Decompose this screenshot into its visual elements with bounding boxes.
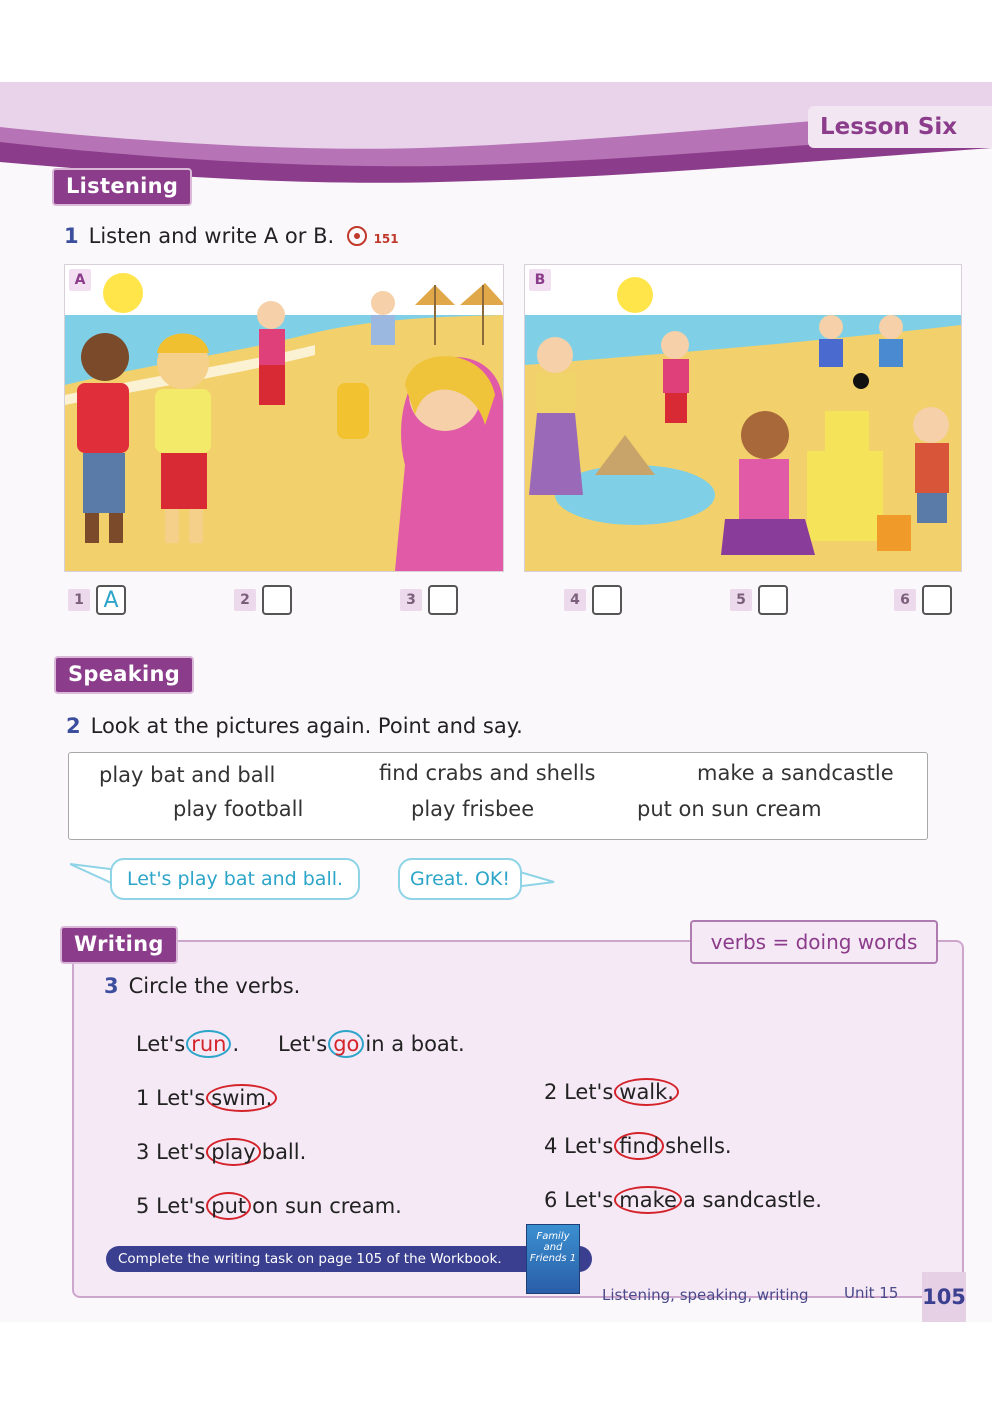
picture-b	[524, 264, 962, 572]
answer-box[interactable]	[262, 585, 292, 615]
answer-item: 5	[730, 585, 788, 615]
exercise-1-instruction: 1 Listen and write A or B. 151	[64, 224, 399, 248]
beach-scene-a-illustration	[65, 265, 503, 571]
beach-scene-b-illustration	[525, 265, 961, 571]
footer-unit: Unit 15	[844, 1284, 899, 1302]
speaking-tab: Speaking	[54, 656, 194, 694]
phrase: make a sandcastle	[697, 761, 894, 785]
answer-box[interactable]	[592, 585, 622, 615]
circled-verb[interactable]: find	[614, 1132, 664, 1160]
exercise-3-instruction: 3 Circle the verbs.	[104, 974, 301, 998]
circled-verb[interactable]: walk.	[614, 1078, 679, 1106]
listening-tab: Listening	[52, 168, 192, 206]
phrase: play frisbee	[411, 797, 535, 821]
circled-verb[interactable]: swim.	[206, 1084, 277, 1112]
answer-box[interactable]	[758, 585, 788, 615]
picture-a-label: A	[69, 269, 91, 291]
circled-verb[interactable]: go	[328, 1030, 364, 1058]
writing-tab: Writing	[60, 926, 178, 964]
sentence-item: 4 Let's find shells.	[544, 1134, 732, 1158]
workbook-note: Complete the writing task on page 105 of the Workbook.	[106, 1246, 592, 1272]
phrase: play football	[173, 797, 304, 821]
speech-bubble-left: Let's play bat and ball.	[110, 858, 360, 900]
sentence-item: 1 Let's swim.	[136, 1084, 278, 1112]
circled-verb[interactable]: run	[186, 1030, 231, 1058]
answer-item: 3	[400, 585, 458, 615]
textbook-page	[0, 82, 992, 1322]
circled-verb[interactable]: put	[206, 1192, 251, 1220]
circled-verb[interactable]: play	[206, 1138, 260, 1166]
phrase: find crabs and shells	[379, 761, 596, 785]
page-number: 105	[922, 1272, 966, 1322]
footer-skills: Listening, speaking, writing	[602, 1286, 809, 1304]
audio-cd-icon[interactable]	[347, 226, 367, 246]
circled-verb[interactable]: make	[614, 1186, 682, 1214]
phrase: play bat and ball	[99, 763, 276, 787]
speech-bubble-right: Great. OK!	[398, 858, 522, 900]
verbs-note: verbs = doing words	[690, 920, 938, 964]
workbook-cover-icon: Family and Friends 1	[526, 1224, 580, 1294]
sentence-item: 5 Let's put on sun cream.	[136, 1194, 402, 1218]
answer-item: 6	[894, 585, 952, 615]
answer-box[interactable]	[428, 585, 458, 615]
answer-box[interactable]: A	[96, 585, 126, 615]
answer-item: 4	[564, 585, 622, 615]
example-sentence: Let's go in a boat.	[278, 1032, 465, 1056]
sentence-item: 3 Let's play ball.	[136, 1140, 307, 1164]
answer-box[interactable]	[922, 585, 952, 615]
sentence-item: 2 Let's walk.	[544, 1078, 680, 1106]
picture-b-label: B	[529, 269, 551, 291]
example-sentence: Let's run .	[136, 1032, 240, 1056]
phrase-box	[68, 752, 928, 840]
answer-item: 1 A	[68, 585, 126, 615]
picture-a	[64, 264, 504, 572]
answer-item: 2	[234, 585, 292, 615]
phrase: put on sun cream	[637, 797, 822, 821]
exercise-2-instruction: 2 Look at the pictures again. Point and say.	[66, 714, 523, 738]
sentence-item: 6 Let's make a sandcastle.	[544, 1188, 822, 1212]
lesson-title: Lesson Six	[808, 106, 992, 148]
track-number: 151	[373, 232, 399, 246]
